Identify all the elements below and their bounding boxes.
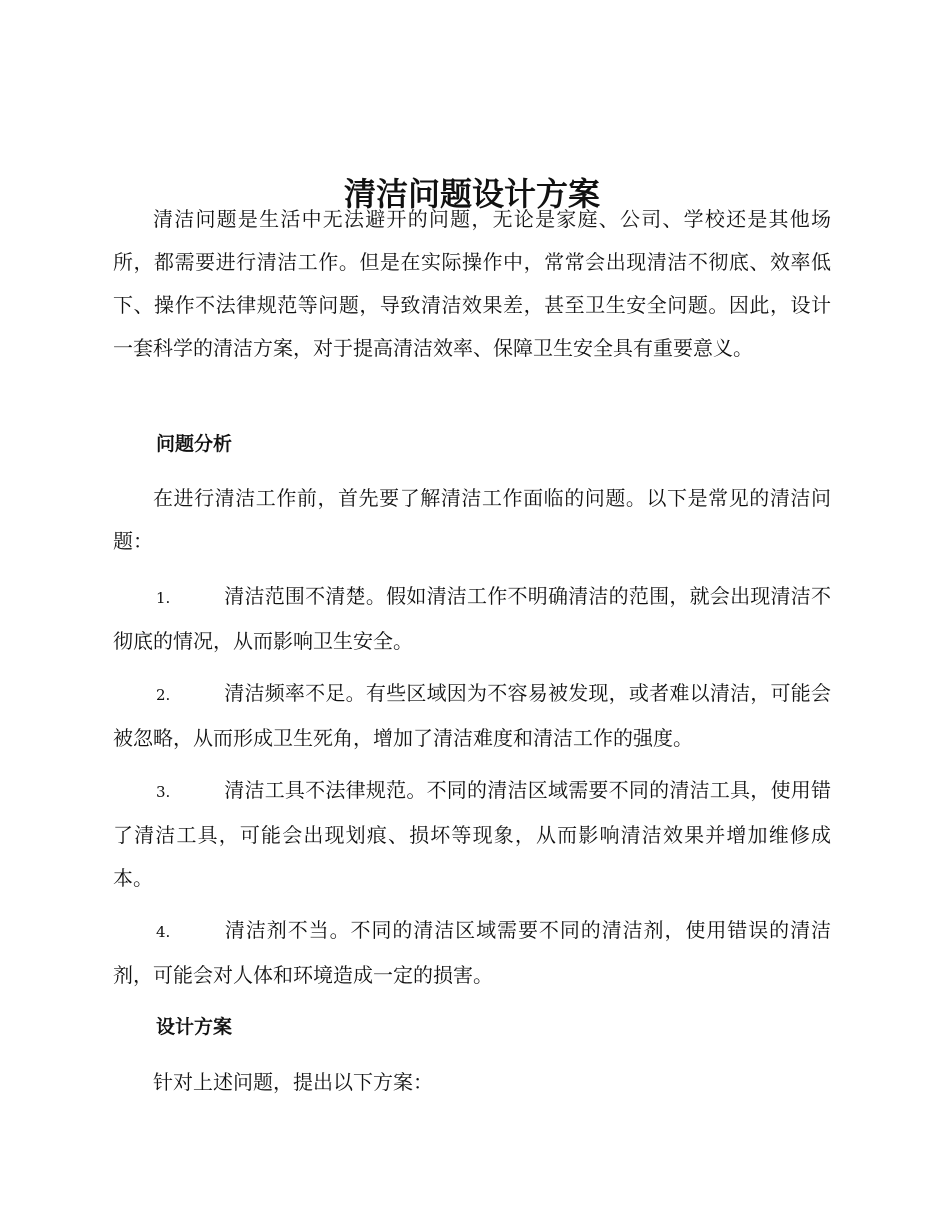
section-heading-design-plan: 设计方案 — [156, 1016, 233, 1038]
list-item-number: 2. — [156, 686, 171, 704]
problem-analysis-intro: 在进行清洁工作前，首先要了解清洁工作面临的问题。以下是常见的清洁问题： — [113, 486, 831, 553]
intro-paragraph: 清洁问题是生活中无法避开的问题，无论是家庭、公司、学校还是其他场所，都需要进行清洁工作。但是在实际操作中，常常会出现清洁不彻底、效率低下、操作不法律规范等问题，导致清洁效果差，甚至卫生安全问题。因此，设计一套科学的清洁方案，对于提高清洁效率、保障卫生安全具有重要意义。 — [113, 207, 831, 360]
list-item-number: 4. — [156, 923, 171, 941]
list-item-text: 清洁范围不清楚。假如清洁工作不明确清洁的范围，就会出现清洁不彻底的情况，从而影响卫生安全。 — [113, 584, 831, 653]
list-item — [113, 909, 831, 997]
design-plan-intro: 针对上述问题，提出以下方案： — [153, 1070, 433, 1094]
list-item-number: 3. — [156, 783, 171, 801]
list-item-text: 清洁工具不法律规范。不同的清洁区域需要不同的清洁工具，使用错了清洁工具，可能会出现划痕、损坏等现象，从而影响清洁效果并增加维修成本。 — [113, 778, 831, 890]
document-title: 清洁问题设计方案 — [343, 175, 600, 214]
list-item-text: 清洁剂不当。不同的清洁区域需要不同的清洁剂，使用错误的清洁剂，可能会对人体和环境造成一定的损害。 — [113, 918, 831, 987]
list-item — [113, 672, 831, 760]
list-item-number: 1. — [156, 589, 171, 607]
list-item-text: 清洁频率不足。有些区域因为不容易被发现，或者难以清洁，可能会被忽略，从而形成卫生死角，增加了清洁难度和清洁工作的强度。 — [113, 681, 831, 750]
list-item — [113, 575, 831, 663]
section-heading-problem-analysis: 问题分析 — [156, 433, 233, 455]
list-item — [113, 769, 831, 900]
